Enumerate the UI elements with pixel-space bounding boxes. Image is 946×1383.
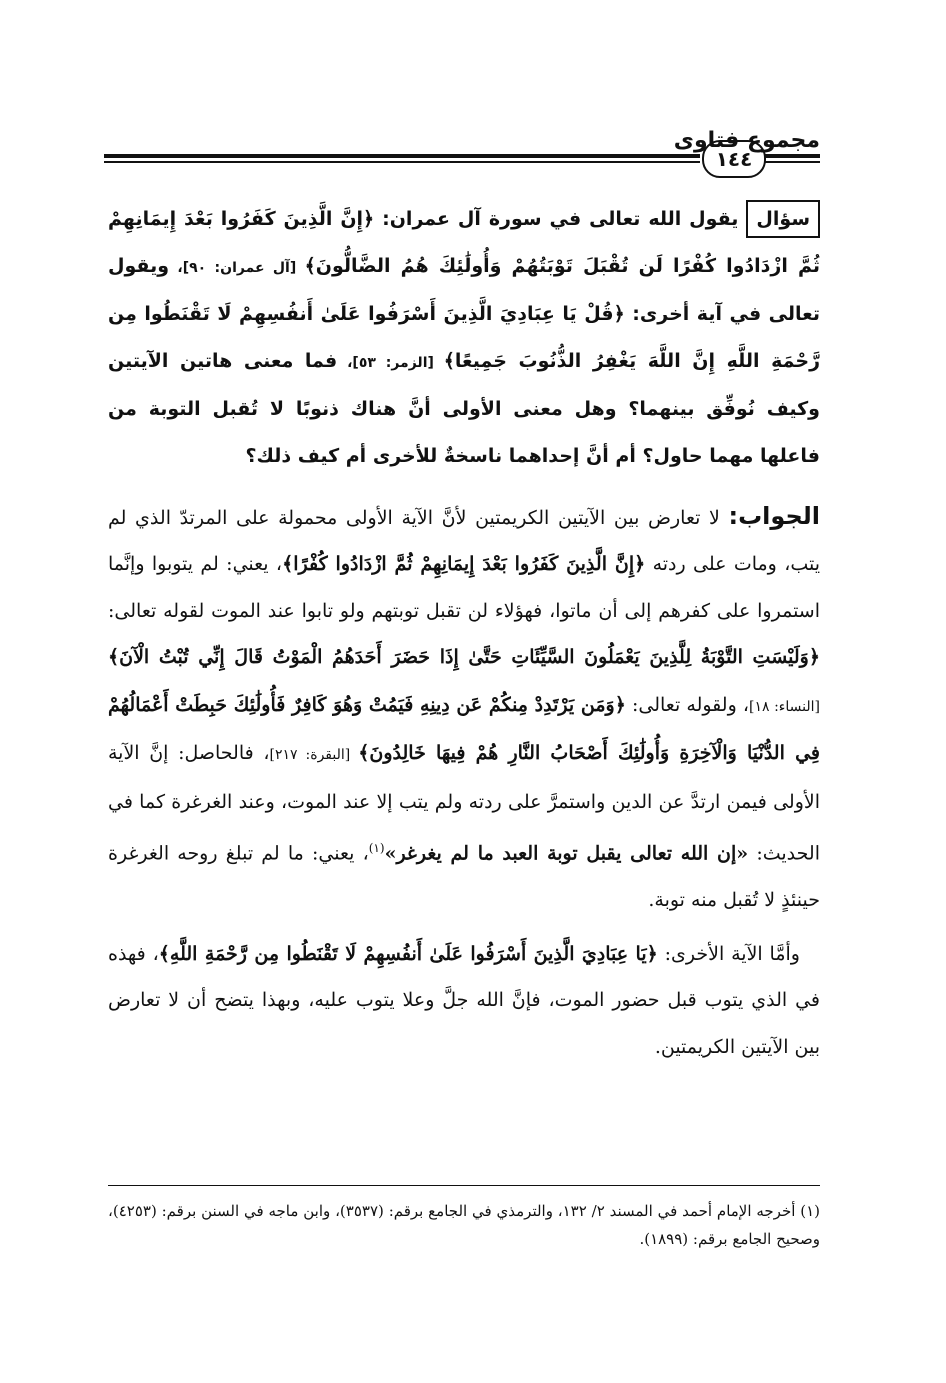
header-rule-thick xyxy=(104,154,700,158)
question-paragraph xyxy=(108,196,820,479)
answer-ref-2: [النساء: ١٨] xyxy=(749,699,820,716)
book-title: مجموع فتاوى xyxy=(673,128,820,153)
question-text-2: ويقول تعالى في آية أخرى: xyxy=(108,254,820,325)
answer-text-3: ، ولقوله تعالى: xyxy=(625,694,750,717)
main-content xyxy=(108,196,820,1070)
answer-text-5: ، يعني: ما لم تبلغ روحه الغرغرة حينئذٍ لا تُقبل منه توبة. xyxy=(108,842,820,911)
para2-text-2: ، فهذه في الذي يتوب قبل حضور الموت، فإنَّ الله جلَّ وعلا يتوب عليه، وبهذا يتضح أن لا تعارض بين الآيتين الكريمتين. xyxy=(108,943,820,1058)
question-ref-2: [الزمر: ٥٣]، xyxy=(337,354,444,371)
footnote-marker[interactable]: (١) xyxy=(368,841,385,856)
hadith-quote: «إن الله تعالى يقبل توبة العبد ما لم يغرغر» xyxy=(384,842,749,865)
answer-verse-2: ﴿وَلَيْسَتِ التَّوْبَةُ لِلَّذِينَ يَعْمَلُونَ السَّيِّئَاتِ حَتَّىٰ إِذَا حَضَرَ أَحَدَهُمُ الْمَوْتُ قَالَ إِنِّي تُبْتُ الْآنَ﴾ xyxy=(108,645,820,668)
question-label: سؤال xyxy=(746,200,820,238)
answer-text-4: ، فالحاصل: إنَّ الآية الأولى فيمن ارتدَّ عن الدين واستمرَّ على ردته ولم يتب إلا عند الموت، وعند الغرغرة كما في الحديث: xyxy=(108,742,820,865)
answer-verse-3: ﴿وَمَن يَرْتَدِدْ مِنكُمْ عَن دِينِهِ فَيَمُتْ وَهُوَ كَافِرٌ فَأُولَٰئِكَ حَبِطَتْ أَعْمَالُهُمْ فِي الدُّنْيَا وَالْآخِرَةِ وَأُولَٰئِكَ أَصْحَابُ النَّارِ هُمْ فِيهَا خَالِدُونَ﴾ xyxy=(108,694,820,765)
question-text-1: يقول الله تعالى في سورة آل عمران: xyxy=(374,208,739,230)
answer-verse-1: ﴿إِنَّ الَّذِينَ كَفَرُوا بَعْدَ إِيمَانِهِمْ ثُمَّ ازْدَادُوا كُفْرًا﴾ xyxy=(282,553,646,576)
header-rule-thin xyxy=(104,161,700,163)
answer-text-1: لا تعارض بين الآيتين الكريمتين لأنَّ الآية الأولى محمولة على المرتدّ الذي لم يتب، ومات على ردته xyxy=(108,507,821,576)
answer-label: الجواب: xyxy=(728,502,820,530)
question-text-3: فما معنى هاتين الآيتين وكيف نُوفِّق بينهما؟ وهل معنى الأولى أنَّ هناك ذنوبًا لا تُقبل التوبة من فاعلها مهما حاول؟ أم أنَّ إحداهما ناسخةٌ للأخرى أم كيف ذلك؟ xyxy=(108,349,820,467)
footnote-divider xyxy=(108,1185,820,1186)
page-number: ١٤٤ xyxy=(702,140,766,178)
second-paragraph xyxy=(108,931,820,1070)
question-ref-1: [آل عمران: ٩٠]، xyxy=(169,259,305,276)
header-rule-right-thin xyxy=(764,161,820,163)
page-header xyxy=(104,128,820,178)
question-verse-2: ﴿قُلْ يَا عِبَادِيَ الَّذِينَ أَسْرَفُوا عَلَىٰ أَنفُسِهِمْ لَا تَقْنَطُوا مِن رَّحْمَةِ اللَّهِ إِنَّ اللَّهَ يَغْفِرُ الذُّنُوبَ جَمِيعًا﴾ xyxy=(108,303,821,372)
para2-verse-1: ﴿يَا عِبَادِيَ الَّذِينَ أَسْرَفُوا عَلَىٰ أَنفُسِهِمْ لَا تَقْنَطُوا مِن رَّحْمَةِ اللَّهِ﴾ xyxy=(158,943,658,965)
answer-ref-3: [البقرة: ٢١٧] xyxy=(269,747,359,764)
para2-text-1: وأمَّا الآية الأخرى: xyxy=(657,943,800,965)
answer-paragraph xyxy=(108,493,820,923)
footnote: (١) أخرجه الإمام أحمد في المسند ٢/ ١٣٢، والترمذي في الجامع برقم: (٣٥٣٧)، وابن ماجه في السنن برقم: (٤٢٥٣)، وصحيح الجامع برقم: (١٨٩٩). xyxy=(108,1202,820,1248)
header-rule-right-thick xyxy=(764,154,820,158)
question-verse-1: ﴿إِنَّ الَّذِينَ كَفَرُوا بَعْدَ إِيمَانِهِمْ ثُمَّ ازْدَادُوا كُفْرًا لَن تُقْبَلَ تَوْبَتُهُمْ وَأُولَٰئِكَ هُمُ الضَّالُّونَ﴾ xyxy=(108,208,820,277)
answer-text-2: ، يعني: لم يتوبوا وإنَّما استمروا على كفرهم إلى أن ماتوا، فهؤلاء لن تقبل توبتهم ولو تابوا عند الموت لقوله تعالى: xyxy=(108,553,820,622)
